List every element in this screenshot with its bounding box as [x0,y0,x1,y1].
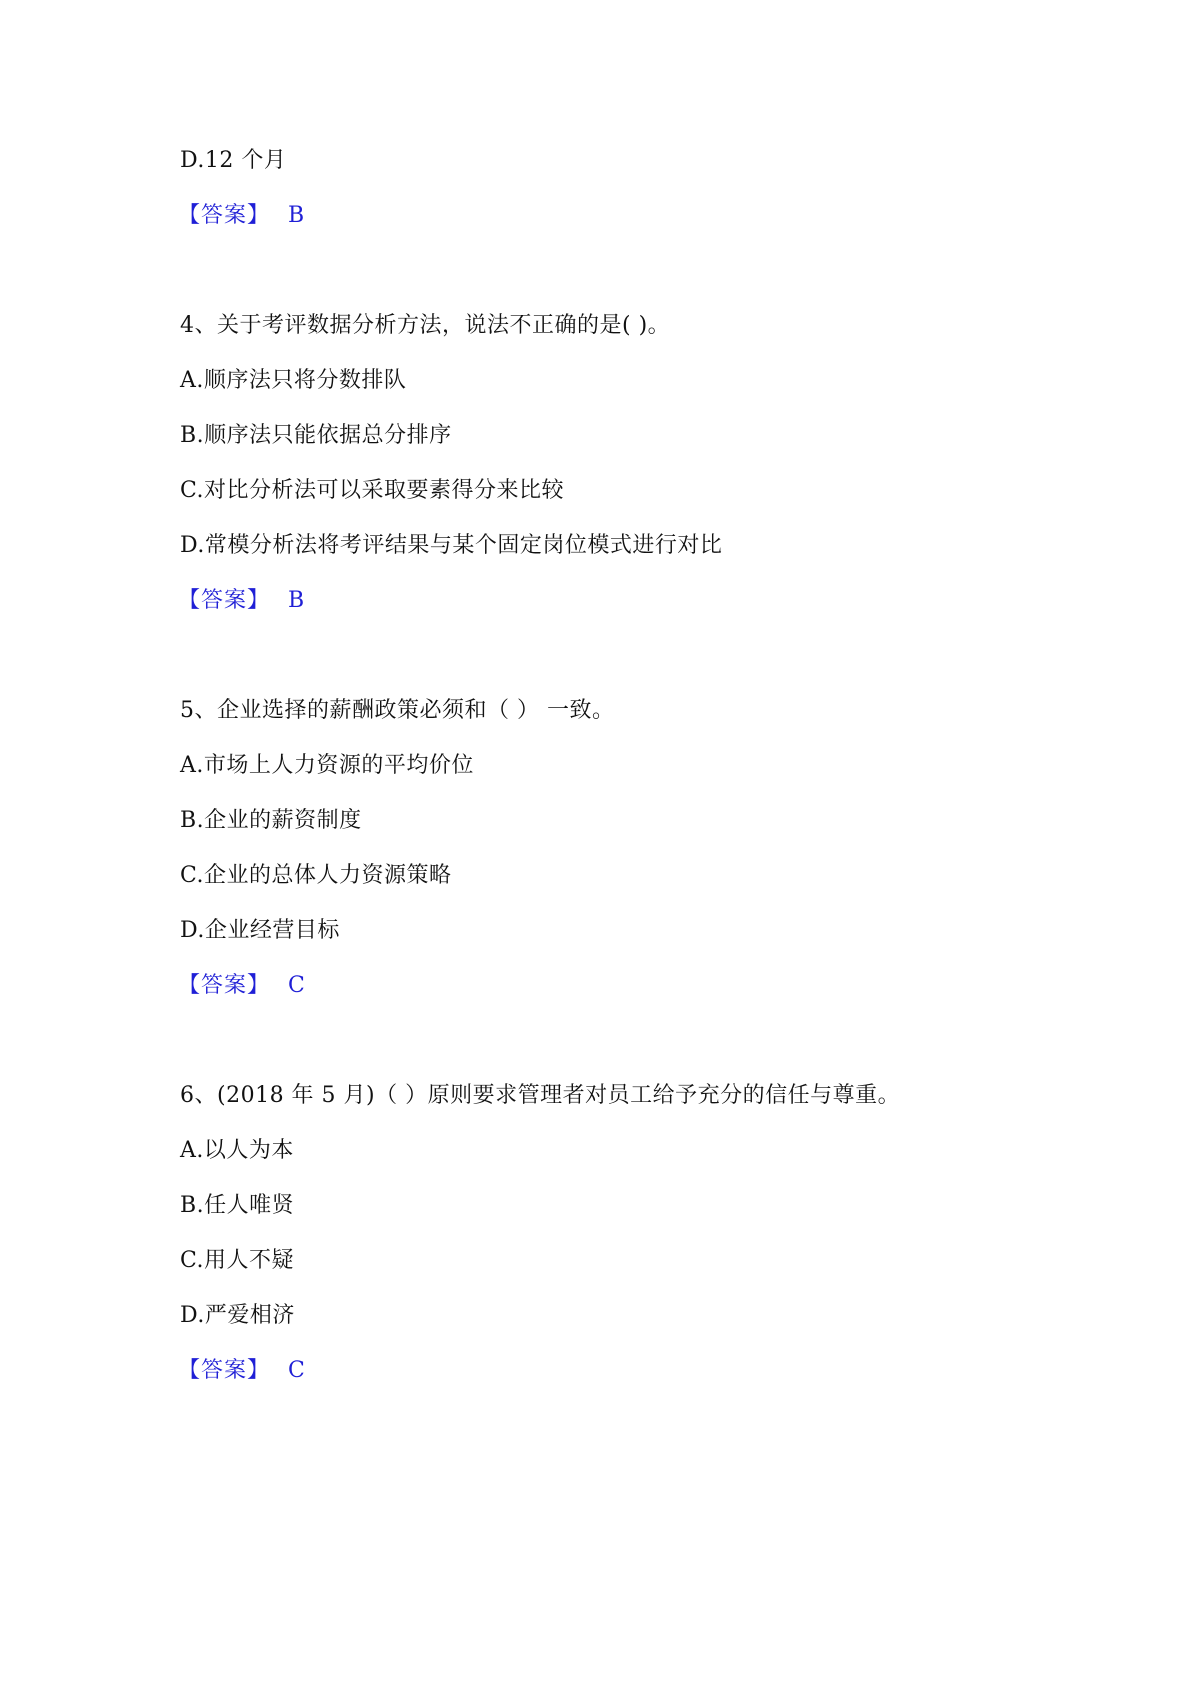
q6-option-c: C.用人不疑 [180,1248,295,1273]
q6-answer-value: C [288,1358,306,1383]
q3-answer-label: 【答案】 [178,203,271,228]
q4-option-a: A.顺序法只将分数排队 [180,368,407,393]
q5-option-b: B.企业的薪资制度 [180,808,362,833]
q5-answer [178,971,305,1001]
q4-option-c: C.对比分析法可以采取要素得分来比较 [180,478,565,503]
q3-answer-value: B [288,203,305,228]
q4-answer-value: B [288,588,305,613]
q6-stem: 6、(2018 年 5 月)（ ）原则要求管理者对员工给予充分的信任与尊重。 [180,1083,901,1108]
q3-answer [178,201,305,231]
q4-option-b: B.顺序法只能依据总分排序 [180,423,452,448]
q5-option-a: A.市场上人力资源的平均价位 [180,753,474,778]
q6-answer-label: 【答案】 [178,1358,271,1383]
q4-stem: 4、关于考评数据分析方法，说法不正确的是( )。 [180,313,671,338]
q4-answer [178,586,305,616]
q6-option-a: A.以人为本 [180,1138,294,1163]
q4-option-d: D.常模分析法将考评结果与某个固定岗位模式进行对比 [180,533,723,558]
q5-stem: 5、企业选择的薪酬政策必须和（ ） 一致。 [180,698,615,723]
q5-answer-label: 【答案】 [178,973,271,998]
q6-option-b: B.任人唯贤 [180,1193,295,1218]
q4-answer-label: 【答案】 [178,588,271,613]
q5-answer-value: C [288,973,306,998]
q6-option-d: D.严爱相济 [180,1303,295,1328]
q5-option-d: D.企业经营目标 [180,918,340,943]
q6-answer [178,1356,305,1386]
q3-option-d: D.12 个月 [180,148,287,173]
q5-option-c: C.企业的总体人力资源策略 [180,863,452,888]
